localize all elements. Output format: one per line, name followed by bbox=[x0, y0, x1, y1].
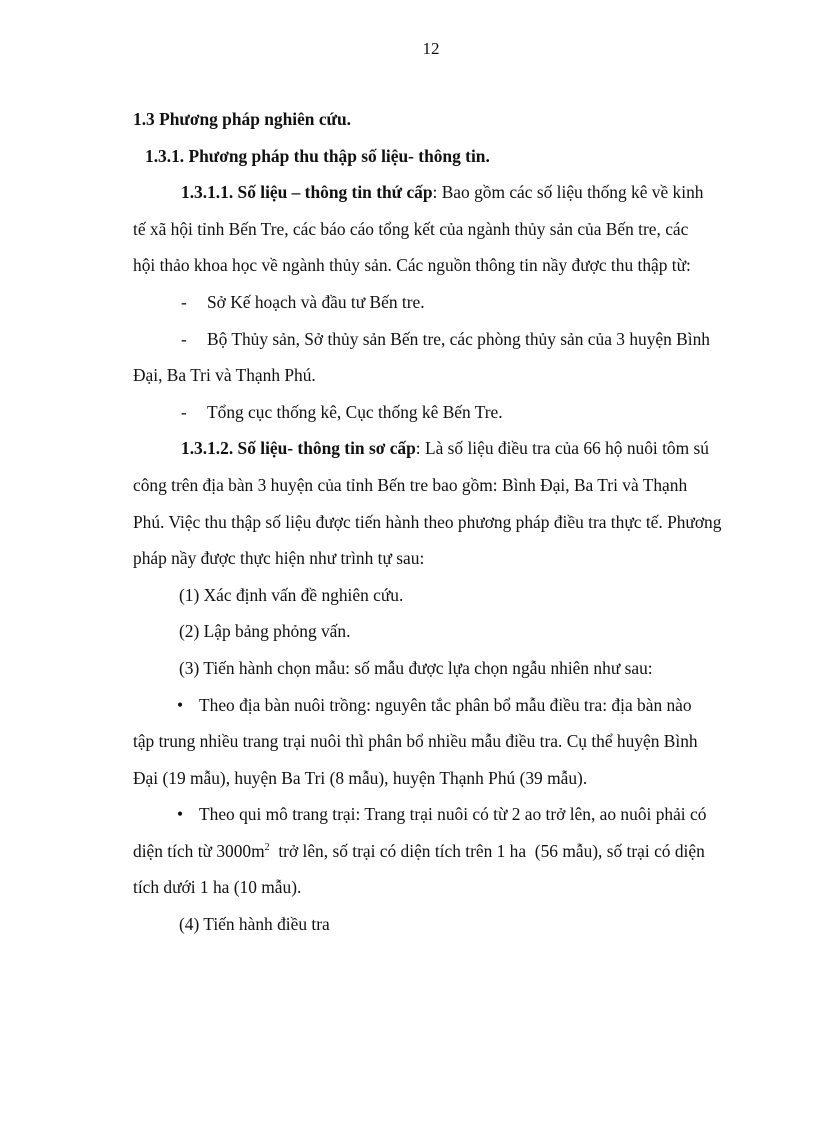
primary-data-paragraph-line-2: công trên địa bàn 3 huyện của tỉnh Bến tre bao gồm: Bình Đại, Ba Tri và Thạnh bbox=[133, 474, 688, 495]
source-item-2 bbox=[133, 321, 743, 358]
section-heading: 1.3 Phương pháp nghiên cứu. bbox=[133, 109, 352, 129]
primary-data-text: : Là số liệu điều tra của 66 hộ nuôi tôm sú bbox=[415, 438, 709, 459]
secondary-data-label: 1.3.1.1. Số liệu – thông tin thứ cấp bbox=[181, 182, 433, 203]
primary-data-label: 1.3.1.2. Số liệu- thông tin sơ cấp bbox=[181, 438, 416, 459]
secondary-data-text: : Bao gồm các số liệu thống kê về kinh bbox=[432, 182, 704, 203]
bullet-item-1-line-3: Đại (19 mẫu), huyện Ba Tri (8 mẫu), huyện Thạnh Phú (39 mẫu). bbox=[133, 767, 588, 788]
document-body bbox=[133, 101, 743, 943]
bullet-item-text: Theo địa bàn nuôi trồng: nguyên tắc phân bổ mẫu điều tra: địa bàn nào bbox=[199, 694, 692, 715]
secondary-data-paragraph-line-3: hội thảo khoa học về ngành thủy sản. Các nguồn thông tin nầy được thu thập từ: bbox=[133, 255, 691, 276]
step-3: (3) Tiến hành chọn mẫu: số mẫu được lựa chọn ngẫu nhiên như sau: bbox=[179, 657, 653, 678]
secondary-data-paragraph-line-1 bbox=[133, 174, 743, 211]
dash-marker: - bbox=[181, 401, 187, 422]
source-item-text: Tổng cục thống kê, Cục thống kê Bến Tre. bbox=[207, 401, 503, 422]
bullet-item-2-line-3: tích dưới 1 ha (10 mẫu). bbox=[133, 877, 302, 898]
source-item-2-continued: Đại, Ba Tri và Thạnh Phú. bbox=[133, 365, 316, 386]
page-number: 12 bbox=[422, 39, 440, 58]
superscript: 2 bbox=[264, 841, 270, 853]
bullet-marker: • bbox=[177, 804, 184, 825]
primary-data-paragraph-line-4: pháp nầy được thực hiện như trình tự sau: bbox=[133, 548, 425, 569]
primary-data-paragraph-line-1 bbox=[133, 430, 743, 467]
bullet-marker: • bbox=[177, 694, 184, 715]
bullet-item-2 bbox=[133, 796, 743, 833]
bullet-item-2-line-2 bbox=[133, 833, 743, 870]
primary-data-paragraph-line-3: Phú. Việc thu thập số liệu được tiến hành theo phương pháp điều tra thực tế. Phương bbox=[133, 511, 722, 532]
secondary-data-paragraph-line-2: tế xã hội tỉnh Bến Tre, các báo cáo tổng kết của ngành thủy sản của Bến tre, các bbox=[133, 218, 689, 239]
step-4: (4) Tiến hành điều tra bbox=[179, 914, 330, 935]
bullet-item-1 bbox=[133, 687, 743, 724]
dash-marker: - bbox=[181, 328, 187, 349]
area-text-rest: trở lên, số trại có diện tích trên 1 ha (56 mẫu), số trại có diện bbox=[269, 840, 705, 861]
source-item-1 bbox=[133, 284, 743, 321]
step-2: (2) Lập bảng phỏng vấn. bbox=[179, 621, 351, 642]
source-item-3 bbox=[133, 394, 743, 431]
bullet-item-1-line-2: tập trung nhiều trang trại nuôi thì phân bổ nhiều mẫu điều tra. Cụ thể huyện Bình bbox=[133, 731, 698, 752]
source-item-text: Sở Kế hoạch và đầu tư Bến tre. bbox=[207, 291, 425, 312]
source-item-text: Bộ Thủy sản, Sở thủy sản Bến tre, các phòng thủy sản của 3 huyện Bình bbox=[207, 328, 710, 349]
dash-marker: - bbox=[181, 291, 187, 312]
area-text: diện tích từ 3000m bbox=[133, 840, 265, 861]
bullet-item-text: Theo qui mô trang trại: Trang trại nuôi có từ 2 ao trở lên, ao nuôi phải có bbox=[199, 804, 707, 825]
step-1: (1) Xác định vấn đề nghiên cứu. bbox=[179, 584, 404, 605]
subsection-heading: 1.3.1. Phương pháp thu thập số liệu- thông tin. bbox=[145, 145, 490, 166]
